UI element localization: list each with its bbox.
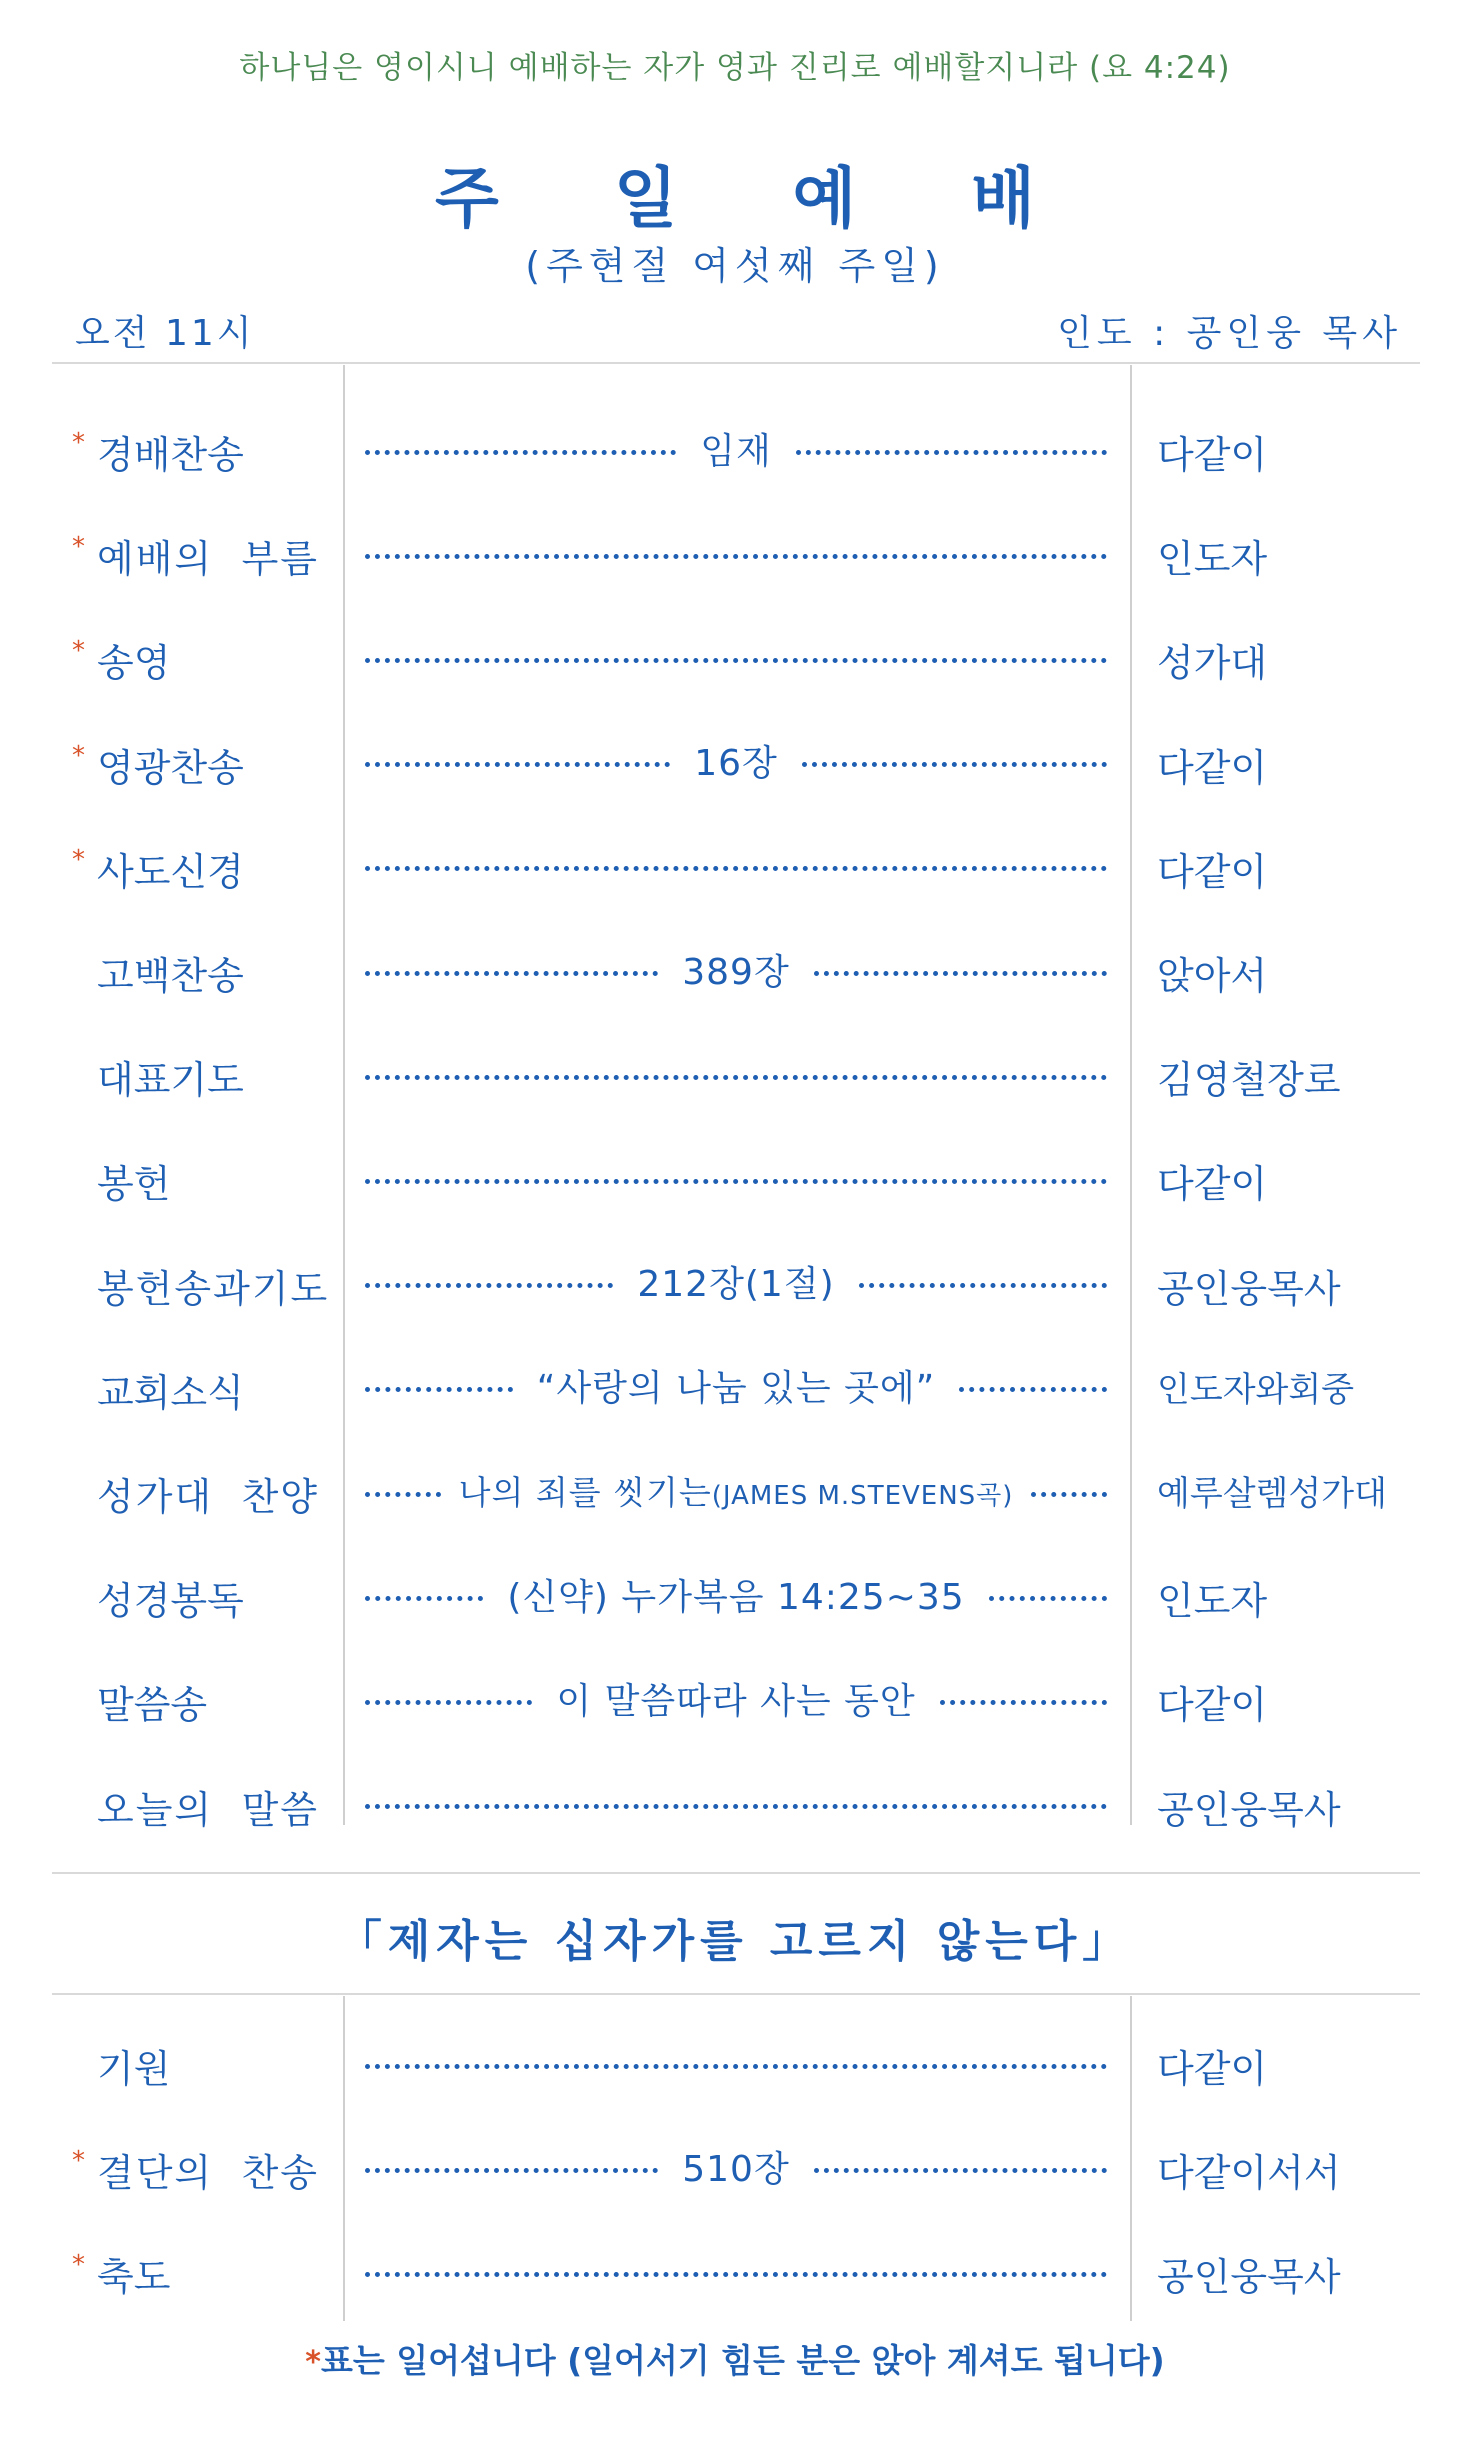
order-leader-dots xyxy=(365,1672,1107,1724)
standing-note xyxy=(0,2335,1470,2382)
order-label: 송영 xyxy=(97,641,171,686)
order-label: 예배의 부름 xyxy=(97,537,319,582)
dot-leader xyxy=(365,2272,1107,2277)
order-label: 봉헌송과기도 xyxy=(97,1266,330,1311)
order-detail-text: 16장 xyxy=(694,743,778,785)
page-title: 주 일 예 배 xyxy=(435,160,1081,237)
dot-leader xyxy=(365,2064,1107,2069)
order-row xyxy=(0,835,1470,895)
scripture-verse: 하나님은 영이시니 예배하는 자가 영과 진리로 예배할지니라 (요 4:24) xyxy=(239,50,1231,86)
standing-star-icon: * xyxy=(72,740,85,771)
order-detail xyxy=(613,1256,858,1307)
sermon-bottom-divider xyxy=(52,1993,1420,1995)
standing-star-icon: * xyxy=(72,2146,85,2176)
order-label: 성경봉독 xyxy=(97,1579,244,1624)
service-time: 오전 11시 xyxy=(75,313,255,354)
order-detail-text: 212장(1절) xyxy=(637,1264,835,1306)
dot-leader xyxy=(859,1283,1107,1288)
order-leader-dots xyxy=(365,1256,1107,1308)
dot-leader xyxy=(989,1596,1107,1601)
order-label: 결단의 찬송 xyxy=(97,2151,319,2195)
dot-leader xyxy=(1031,1492,1107,1497)
dot-leader xyxy=(814,2168,1107,2173)
order-detail-text: 이 말씀따라 사는 동안 xyxy=(556,1680,916,1722)
order-responsible: 공인웅목사 xyxy=(1157,1266,1341,1311)
order-detail xyxy=(532,1673,939,1724)
order-row xyxy=(0,1356,1470,1416)
order-row xyxy=(0,2032,1470,2092)
standing-star-icon: * xyxy=(72,428,85,458)
order-detail xyxy=(658,2141,814,2192)
order-leader-dots xyxy=(365,422,1107,474)
top-divider xyxy=(52,362,1420,364)
order-responsible: 김영철장로 xyxy=(1157,1058,1341,1103)
dot-leader xyxy=(365,866,1107,871)
order-leader-dots xyxy=(365,1568,1107,1620)
order-responsible: 인도자 xyxy=(1157,537,1268,582)
order-leader-dots xyxy=(365,2244,1107,2296)
dot-leader xyxy=(365,1179,1107,1184)
order-detail-text: (신약) 누가복음 14:25~35 xyxy=(507,1576,965,1618)
order-row xyxy=(0,1773,1470,1833)
dot-leader xyxy=(796,450,1107,455)
order-responsible: 다같이 xyxy=(1157,745,1268,790)
page-subtitle: (주현절 여섯째 주일) xyxy=(525,244,945,288)
order-responsible: 다같이 xyxy=(1157,1683,1268,1728)
order-row xyxy=(0,1668,1470,1728)
order-responsible: 다같이 xyxy=(1157,1162,1268,1207)
order-row xyxy=(0,731,1470,791)
order-row xyxy=(0,1460,1470,1520)
order-leader-dots xyxy=(365,1047,1107,1099)
order-label: 경배찬송 xyxy=(97,433,244,477)
order-row xyxy=(0,1043,1470,1103)
order-leader-dots xyxy=(365,2036,1107,2088)
order-label: 말씀송 xyxy=(97,1683,208,1728)
sermon-title: 「제자는 십자가를 고르지 않는다」 xyxy=(337,1916,1133,1967)
order-label: 영광찬송 xyxy=(97,745,244,790)
dot-leader xyxy=(814,971,1107,976)
order-row xyxy=(0,939,1470,999)
order-label: 성가대 찬양 xyxy=(97,1475,319,1519)
standing-star-icon: * xyxy=(72,532,85,563)
order-leader-dots xyxy=(365,630,1107,682)
order-label: 사도신경 xyxy=(97,849,244,894)
service-leader: 인도 : 공인웅 목사 xyxy=(1057,313,1402,354)
standing-star-icon: * xyxy=(72,636,85,667)
asterisk-icon: * xyxy=(305,2345,321,2380)
order-detail-text: 임재 xyxy=(700,430,772,472)
order-row xyxy=(0,418,1470,478)
order-row xyxy=(0,1564,1470,1624)
order-label: 대표기도 xyxy=(97,1058,244,1103)
order-leader-dots xyxy=(365,1151,1107,1203)
dot-leader xyxy=(365,1387,513,1392)
standing-star-icon: * xyxy=(72,844,85,875)
order-leader-dots xyxy=(365,943,1107,995)
order-responsible: 공인웅목사 xyxy=(1157,2255,1341,2299)
dot-leader xyxy=(365,658,1107,663)
order-leader-dots xyxy=(365,1360,1107,1412)
order-label: 축도 xyxy=(97,2255,171,2299)
dot-leader xyxy=(940,1700,1107,1705)
order-leader-dots xyxy=(365,1777,1107,1829)
dot-leader xyxy=(365,1283,613,1288)
dot-leader xyxy=(365,1492,441,1497)
order-label: 오늘의 말씀 xyxy=(97,1787,319,1832)
order-detail-text: 나의 죄를 씻기는 xyxy=(458,1472,712,1512)
dot-leader xyxy=(365,1075,1107,1080)
order-detail-note: (JAMES M.STEVENS곡) xyxy=(711,1480,1014,1511)
dot-leader xyxy=(365,762,670,767)
order-row xyxy=(0,522,1470,582)
dot-leader xyxy=(365,554,1107,559)
order-label: 봉헌 xyxy=(97,1162,171,1207)
order-detail xyxy=(676,423,796,474)
order-detail xyxy=(513,1360,960,1411)
order-detail xyxy=(670,735,802,786)
dot-leader xyxy=(365,1804,1107,1809)
standing-star-icon: * xyxy=(72,2250,85,2280)
order-responsible: 인도자와회중 xyxy=(1157,1369,1355,1410)
dot-leader xyxy=(365,971,658,976)
order-leader-dots xyxy=(365,1464,1107,1516)
order-label: 기원 xyxy=(97,2047,171,2091)
order-row xyxy=(0,2136,1470,2196)
order-responsible: 인도자 xyxy=(1157,1579,1268,1624)
order-leader-dots xyxy=(365,2140,1107,2192)
order-responsible: 다같이 xyxy=(1157,433,1268,477)
order-row xyxy=(0,1147,1470,1207)
order-leader-dots xyxy=(365,735,1107,787)
order-responsible: 앉아서 xyxy=(1157,954,1268,998)
order-label: 고백찬송 xyxy=(97,954,244,998)
order-row xyxy=(0,1252,1470,1312)
sermon-top-divider xyxy=(52,1872,1420,1874)
order-responsible: 다같이서서 xyxy=(1157,2151,1341,2195)
order-detail-text: 510장 xyxy=(682,2148,790,2190)
order-leader-dots xyxy=(365,839,1107,891)
order-detail xyxy=(483,1569,988,1620)
dot-leader xyxy=(959,1387,1107,1392)
order-detail-text: “사랑의 나눔 있는 곳에” xyxy=(536,1368,936,1410)
order-row xyxy=(0,626,1470,686)
dot-leader xyxy=(365,1596,483,1601)
order-detail-text: 389장 xyxy=(682,951,790,993)
order-detail xyxy=(441,1467,1032,1514)
order-responsible: 다같이 xyxy=(1157,2047,1268,2091)
order-responsible: 성가대 xyxy=(1157,641,1268,686)
order-responsible: 다같이 xyxy=(1157,849,1268,894)
dot-leader xyxy=(365,2168,658,2173)
dot-leader xyxy=(365,450,676,455)
order-responsible: 예루살렘성가대 xyxy=(1157,1474,1387,1514)
order-leader-dots xyxy=(365,526,1107,578)
order-responsible: 공인웅목사 xyxy=(1157,1787,1341,1832)
dot-leader xyxy=(802,762,1107,767)
standing-note-text: 표는 일어섭니다 (일어서기 힘든 분은 앉아 계셔도 됩니다) xyxy=(320,2341,1165,2380)
order-detail xyxy=(658,944,814,995)
order-row xyxy=(0,2240,1470,2300)
dot-leader xyxy=(365,1700,532,1705)
order-label: 교회소식 xyxy=(97,1370,244,1415)
